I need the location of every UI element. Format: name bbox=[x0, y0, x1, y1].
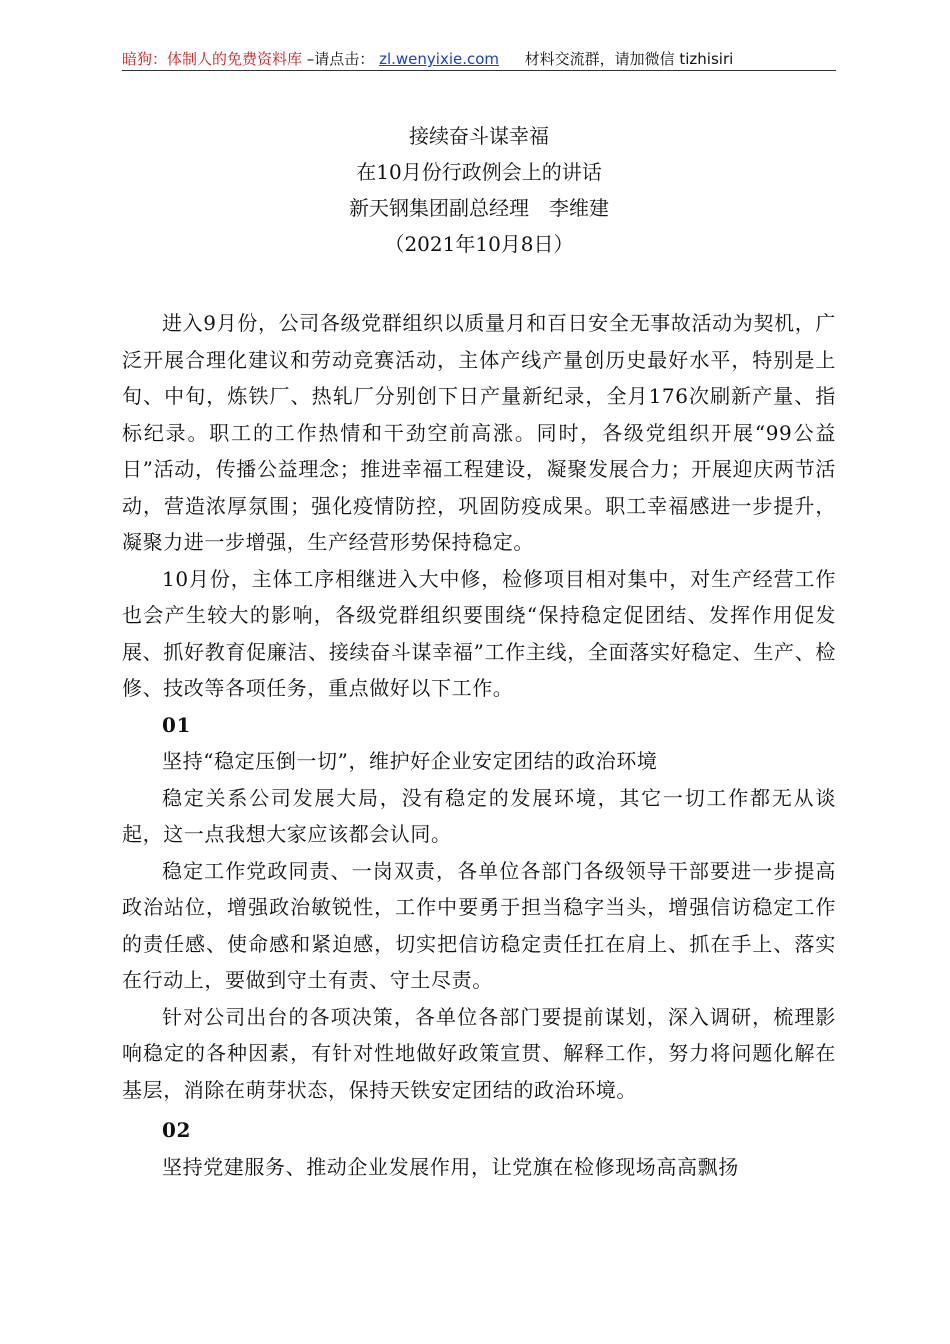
title-block bbox=[122, 118, 836, 262]
site-name: 暗狗：体制人的免费资料库 bbox=[122, 50, 303, 68]
paragraph-intro: 进入9月份，公司各级党群组织以质量月和百日安全无事故活动为契机，广泛开展合理化建议和劳动竞赛活动，主体产线产量创历史最好水平，特别是上旬、中旬，炼铁厂、热轧厂分别创下日产量新纪录，全月176次刷新产量、指标纪录。职工的工作热情和干劲空前高涨。同时，各级党组织开展“99公益日”活动，传播公益理念；推进幸福工程建设，凝聚发展合力；开展迎庆两节活动，营造浓厚氛围；强化疫情防控，巩固防疫成果。职工幸福感进一步提升，凝聚力进一步增强，生产经营形势保持稳定。 bbox=[122, 311, 836, 554]
doc-subtitle: 在10月份行政例会上的讲话 bbox=[356, 160, 602, 184]
section-01-paragraph-3: 针对公司出台的各项决策，各单位各部门要提前谋划，深入调研，梳理影响稳定的各种因素，有针对性地做好政策宣贯、解释工作，努力将问题化解在基层，消除在萌芽状态，保持天铁安定团结的政治环境。 bbox=[122, 1004, 836, 1102]
speaker-line: 新天钢集团副总经理 李维建 bbox=[349, 196, 609, 220]
header-divider bbox=[122, 70, 836, 71]
group-note: 材料交流群，请加微信 tizhisiri bbox=[524, 50, 734, 68]
section-number-02: 02 bbox=[162, 1118, 192, 1142]
document-body bbox=[122, 305, 836, 1185]
section-number-01: 01 bbox=[162, 712, 192, 737]
section-heading-02: 坚持党建服务、推动企业发展作用，让党旗在检修现场高高飘扬 bbox=[162, 1154, 739, 1179]
section-heading-01: 坚持“稳定压倒一切”，维护好企业安定团结的政治环境 bbox=[162, 749, 658, 773]
site-link[interactable]: zl.wenyixie.com bbox=[379, 50, 500, 68]
doc-date: （2021年10月8日） bbox=[384, 232, 574, 256]
section-01-paragraph-2: 稳定工作党政同责、一岗双责，各单位各部门各级领导干部要进一步提高政治站位，增强政治敏锐性，工作中要勇于担当稳字当头，增强信访稳定工作的责任感、使命感和紧迫感，切实把信访稳定责任扛在肩上、抓在手上、落实在行动上，要做到守土有责、守土尽责。 bbox=[122, 858, 836, 992]
doc-title: 接续奋斗谋幸福 bbox=[409, 124, 549, 148]
paragraph-october: 10月份，主体工序相继进入大中修，检修项目相对集中，对生产经营工作也会产生较大的影响，各级党群组织要围绕“保持稳定促团结、发挥作用促发展、抓好教育促廉洁、接续奋斗谋幸福”工作主线，全面落实好稳定、生产、检修、技改等各项任务，重点做好以下工作。 bbox=[122, 566, 836, 700]
click-prompt: –请点击： bbox=[306, 50, 375, 68]
section-01-paragraph-1: 稳定关系公司发展大局，没有稳定的发展环境，其它一切工作都无从谈起，这一点我想大家应该都会认同。 bbox=[122, 785, 836, 846]
page-header bbox=[122, 48, 836, 70]
